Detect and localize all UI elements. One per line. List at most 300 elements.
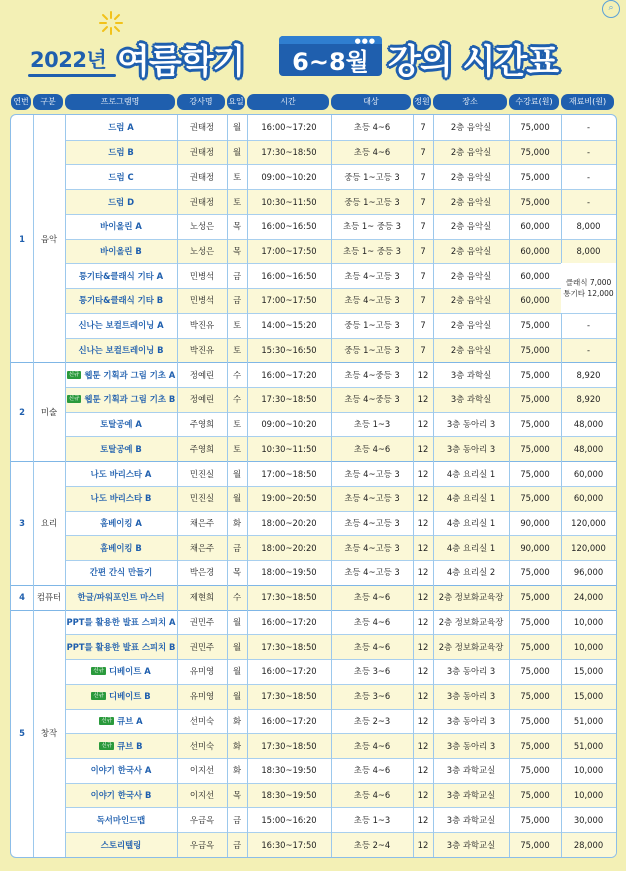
day-cell: 토 xyxy=(232,419,242,430)
teacher-cell: 권태정 xyxy=(189,196,215,207)
new-badge: 신규 xyxy=(93,668,104,675)
mat-cell: 48,000 xyxy=(573,419,604,430)
place-cell: 3층 동아리 3 xyxy=(446,666,496,677)
teacher-cell: 선미숙 xyxy=(189,715,215,726)
time-cell: 16:30~17:50 xyxy=(261,839,317,850)
time-cell: 17:00~17:50 xyxy=(261,295,317,306)
title-sub: 강의 시간표 xyxy=(388,42,559,82)
teacher-cell: 주영희 xyxy=(189,419,215,430)
teacher-cell: 우금옥 xyxy=(189,814,215,825)
teacher-cell: 권태정 xyxy=(189,122,215,133)
new-badge: 신규 xyxy=(68,371,80,378)
program-cell: PPT를 활용한 발표 스피치 B xyxy=(66,641,176,652)
place-cell: 3층 과학교실 xyxy=(446,814,496,825)
title-months: 6~8월 xyxy=(292,48,369,76)
program-cell: 스토리텔링 xyxy=(100,839,142,850)
place-cell: 3층 과학교실 xyxy=(446,790,496,801)
teacher-cell: 박진유 xyxy=(189,320,215,331)
fee-cell: 75,000 xyxy=(520,740,550,751)
new-badge: 신규 xyxy=(101,742,113,749)
program-cell xyxy=(65,387,177,412)
program-cell xyxy=(65,362,177,387)
place-cell: 2층 정보화교육장 xyxy=(438,641,504,652)
group-category: 컴퓨터 xyxy=(36,592,62,603)
time-cell: 18:00~20:20 xyxy=(261,542,317,553)
header-cell: 수강료(원) xyxy=(509,94,559,110)
time-cell: 17:00~17:50 xyxy=(261,246,317,256)
window-dots-icon: ●●● xyxy=(354,37,376,45)
group-number: 5 xyxy=(19,728,25,739)
group-number: 3 xyxy=(19,518,25,529)
place-cell: 2층 정보화교육장 xyxy=(438,616,504,627)
fee-cell: 75,000 xyxy=(520,641,550,652)
fee-cell: 60,000 xyxy=(520,295,550,306)
target-cell: 초등 1~3 xyxy=(353,419,391,430)
program-cell: 이야기 한국사 B xyxy=(90,790,152,801)
teacher-cell: 제현희 xyxy=(189,592,215,603)
time-cell: 19:00~20:50 xyxy=(261,493,317,504)
program-cell: 신나는 보컬트레이닝 A xyxy=(78,320,164,331)
fee-cell: 75,000 xyxy=(520,443,550,454)
program-name: 큐브 A xyxy=(117,715,143,726)
cap-cell: 7 xyxy=(420,246,426,256)
new-badge: 신규 xyxy=(93,693,104,700)
header-cell: 구분 xyxy=(33,94,63,110)
target-cell: 초등 4~고등 3 xyxy=(344,468,400,479)
day-cell: 토 xyxy=(232,344,242,355)
program-cell: 드럼 C xyxy=(108,171,134,182)
fee-cell: 75,000 xyxy=(520,344,550,355)
teacher-cell: 이지선 xyxy=(189,765,215,776)
target-cell: 초등 4~6 xyxy=(353,790,391,801)
place-cell: 2층 음악실 xyxy=(450,344,492,355)
fee-cell: 75,000 xyxy=(520,592,550,603)
cap-cell: 7 xyxy=(420,320,426,331)
fee-cell: 75,000 xyxy=(520,765,550,776)
place-cell: 4층 요리실 1 xyxy=(446,518,496,529)
day-cell: 월 xyxy=(232,122,242,133)
program-name: 큐브 B xyxy=(117,740,143,751)
time-cell: 16:00~17:20 xyxy=(261,666,317,677)
day-cell: 목 xyxy=(232,246,242,256)
cap-cell: 12 xyxy=(417,493,429,504)
time-cell: 10:30~11:50 xyxy=(261,196,317,207)
day-cell: 월 xyxy=(232,147,242,158)
mat-cell: - xyxy=(586,122,591,133)
group-number: 2 xyxy=(19,406,25,417)
teacher-cell: 정예린 xyxy=(189,369,215,380)
teacher-cell: 권민주 xyxy=(189,616,215,627)
time-cell: 16:00~17:20 xyxy=(261,369,317,380)
mat-cell: - xyxy=(586,320,591,331)
teacher-cell: 유미영 xyxy=(189,666,215,677)
day-cell: 월 xyxy=(232,493,242,504)
target-cell: 초등 4~6 xyxy=(353,641,391,652)
time-cell: 10:30~11:50 xyxy=(261,443,317,454)
target-cell: 초등 1~ 중등 3 xyxy=(342,221,402,232)
day-cell: 화 xyxy=(232,715,242,726)
target-cell: 중등 1~고등 3 xyxy=(344,320,400,331)
place-cell: 2층 음악실 xyxy=(450,246,492,256)
day-cell: 금 xyxy=(232,295,242,306)
fee-cell: 60,000 xyxy=(520,246,550,256)
teacher-cell: 권태정 xyxy=(189,171,215,182)
mat-cell: 24,000 xyxy=(573,592,604,603)
cap-cell: 7 xyxy=(420,122,426,133)
program-name: 디베이트 B xyxy=(108,691,151,702)
new-badge: 신규 xyxy=(68,396,80,403)
cap-cell: 12 xyxy=(417,715,429,726)
program-cell: 드럼 D xyxy=(107,196,135,207)
place-cell: 2층 음악실 xyxy=(450,270,492,281)
teacher-cell: 이지선 xyxy=(189,790,215,801)
place-cell: 3층 과학교실 xyxy=(446,839,496,850)
target-cell: 초등 3~6 xyxy=(353,666,391,677)
material-note-line: 통기타 12,000 xyxy=(563,289,614,299)
mat-cell: 60,000 xyxy=(573,468,604,479)
mat-cell: - xyxy=(586,147,591,158)
time-cell: 18:30~19:50 xyxy=(261,790,317,801)
mat-cell: 51,000 xyxy=(573,715,604,726)
target-cell: 초등 4~6 xyxy=(353,616,391,627)
target-cell: 초등 4~고등 3 xyxy=(344,493,400,504)
place-cell: 2층 음악실 xyxy=(450,147,492,158)
cap-cell: 12 xyxy=(417,691,429,702)
teacher-cell: 권민주 xyxy=(189,641,215,652)
fee-cell: 75,000 xyxy=(520,419,550,430)
mat-cell: 96,000 xyxy=(573,567,604,578)
target-cell: 초등 4~중등 3 xyxy=(344,369,400,380)
material-note-cell xyxy=(561,263,616,312)
mat-cell: 51,000 xyxy=(573,740,604,751)
cap-cell: 7 xyxy=(420,270,426,281)
teacher-cell: 민진실 xyxy=(189,493,215,504)
day-cell: 금 xyxy=(232,542,242,553)
fee-cell: 90,000 xyxy=(520,518,550,529)
program-cell: 이야기 한국사 A xyxy=(90,765,152,776)
target-cell: 초등 4~6 xyxy=(353,122,391,133)
target-cell: 초등 2~4 xyxy=(353,839,391,850)
cap-cell: 7 xyxy=(420,344,426,355)
place-cell: 4층 요리실 2 xyxy=(446,567,496,578)
program-cell: 바이올린 A xyxy=(100,221,142,232)
place-cell: 4층 요리실 1 xyxy=(446,542,496,553)
teacher-cell: 민병석 xyxy=(189,270,215,281)
time-cell: 09:00~10:20 xyxy=(261,171,317,182)
program-name: 디베이트 A xyxy=(108,666,151,677)
teacher-cell: 노성은 xyxy=(189,246,215,256)
target-cell: 초등 2~3 xyxy=(353,715,391,726)
target-cell: 초등 4~고등 3 xyxy=(344,542,400,553)
place-cell: 3층 과학실 xyxy=(450,394,492,405)
cap-cell: 12 xyxy=(417,839,429,850)
day-cell: 금 xyxy=(232,839,242,850)
place-cell: 4층 요리실 1 xyxy=(446,468,496,479)
time-cell: 17:30~18:50 xyxy=(261,592,317,603)
program-cell: 나도 바리스타 B xyxy=(90,493,152,504)
place-cell: 2층 음악실 xyxy=(450,196,492,207)
program-cell xyxy=(65,709,177,734)
mat-cell: 120,000 xyxy=(571,518,606,529)
teacher-cell: 박진유 xyxy=(189,344,215,355)
program-cell: 나도 바리스타 A xyxy=(90,468,152,479)
program-cell: 간편 간식 만들기 xyxy=(89,567,153,578)
mat-cell: 8,000 xyxy=(576,221,601,232)
header-cell: 정원 xyxy=(413,94,431,110)
program-cell: 통기타&클래식 기타 A xyxy=(78,270,164,281)
day-cell: 화 xyxy=(232,740,242,751)
cap-cell: 12 xyxy=(417,443,429,454)
header-cell: 연번 xyxy=(11,94,31,110)
fee-cell: 75,000 xyxy=(520,839,550,850)
teacher-cell: 채은주 xyxy=(189,518,215,529)
fee-cell: 75,000 xyxy=(520,567,550,578)
target-cell: 초등 3~6 xyxy=(353,691,391,702)
day-cell: 월 xyxy=(232,641,242,652)
group-number: 1 xyxy=(19,233,25,244)
program-cell xyxy=(65,684,177,709)
teacher-cell: 정예린 xyxy=(189,394,215,405)
cap-cell: 12 xyxy=(417,814,429,825)
target-cell: 초등 4~6 xyxy=(353,765,391,776)
time-cell: 17:30~18:50 xyxy=(261,740,317,751)
cap-cell: 7 xyxy=(420,196,426,207)
place-cell: 2층 음악실 xyxy=(450,171,492,182)
fee-cell: 75,000 xyxy=(520,691,550,702)
fee-cell: 75,000 xyxy=(520,715,550,726)
sparkle-icon xyxy=(98,10,124,36)
mat-cell: 28,000 xyxy=(573,839,604,850)
group-category: 미술 xyxy=(40,406,58,417)
cap-cell: 12 xyxy=(417,765,429,776)
header-cell: 장소 xyxy=(433,94,507,110)
mat-cell: - xyxy=(586,171,591,182)
program-name: 웹툰 기획과 그림 기초 A xyxy=(84,369,176,380)
header-cell: 프로그램명 xyxy=(65,94,175,110)
cap-cell: 12 xyxy=(417,592,429,603)
mat-cell: 15,000 xyxy=(573,691,604,702)
teacher-cell: 박은경 xyxy=(189,567,215,578)
target-cell: 초등 4~6 xyxy=(353,592,391,603)
teacher-cell: 민진실 xyxy=(189,468,215,479)
day-cell: 월 xyxy=(232,468,242,479)
fee-cell: 75,000 xyxy=(520,493,550,504)
cap-cell: 7 xyxy=(420,171,426,182)
new-badge: 신규 xyxy=(101,717,113,724)
day-cell: 토 xyxy=(232,196,242,207)
fee-cell: 75,000 xyxy=(520,814,550,825)
place-cell: 2층 음악실 xyxy=(450,221,492,232)
day-cell: 화 xyxy=(232,765,242,776)
header-cell: 시간 xyxy=(247,94,329,110)
day-cell: 토 xyxy=(232,320,242,331)
target-cell: 초등 4~고등 3 xyxy=(344,295,400,306)
teacher-cell: 우금옥 xyxy=(189,839,215,850)
fee-cell: 75,000 xyxy=(520,468,550,479)
fee-cell: 75,000 xyxy=(520,394,550,405)
cap-cell: 12 xyxy=(417,542,429,553)
group-category: 요리 xyxy=(40,518,58,529)
time-cell: 18:00~19:50 xyxy=(261,567,317,578)
time-cell: 16:00~17:20 xyxy=(261,616,317,627)
time-cell: 18:00~20:20 xyxy=(261,518,317,529)
mat-cell: 30,000 xyxy=(573,814,604,825)
program-cell: 독서마인드맵 xyxy=(96,814,146,825)
day-cell: 수 xyxy=(232,369,242,380)
teacher-cell: 민병석 xyxy=(189,295,215,306)
cap-cell: 12 xyxy=(417,567,429,578)
day-cell: 토 xyxy=(232,171,242,182)
fee-cell: 90,000 xyxy=(520,542,550,553)
target-cell: 초등 4~6 xyxy=(353,740,391,751)
mat-cell: - xyxy=(586,196,591,207)
header-cell: 대상 xyxy=(331,94,411,110)
program-name: 웹툰 기획과 그림 기초 B xyxy=(84,394,176,405)
day-cell: 금 xyxy=(232,814,242,825)
day-cell: 월 xyxy=(232,691,242,702)
program-cell xyxy=(65,659,177,684)
mat-cell: 48,000 xyxy=(573,443,604,454)
fee-cell: 75,000 xyxy=(520,196,550,207)
time-cell: 17:00~18:50 xyxy=(261,468,317,479)
cap-cell: 7 xyxy=(420,295,426,306)
group-category: 음악 xyxy=(40,233,58,244)
time-cell: 16:00~16:50 xyxy=(261,270,317,281)
time-cell: 09:00~10:20 xyxy=(261,419,317,430)
cap-cell: 12 xyxy=(417,740,429,751)
place-cell: 3층 동아리 3 xyxy=(446,443,496,454)
target-cell: 초등 4~고등 3 xyxy=(344,567,400,578)
place-cell: 3층 동아리 3 xyxy=(446,715,496,726)
mat-cell: 10,000 xyxy=(573,765,604,776)
cap-cell: 12 xyxy=(417,468,429,479)
material-note-line: 클래식 7,000 xyxy=(565,278,612,288)
time-cell: 16:00~17:20 xyxy=(261,122,317,133)
mat-cell: 10,000 xyxy=(573,790,604,801)
cap-cell: 12 xyxy=(417,790,429,801)
day-cell: 금 xyxy=(232,270,242,281)
lens-icon[interactable]: ⌕ xyxy=(602,0,620,18)
place-cell: 3층 동아리 3 xyxy=(446,419,496,430)
header-cell: 강사명 xyxy=(177,94,225,110)
target-cell: 중등 1~고등 3 xyxy=(344,171,400,182)
place-cell: 4층 요리실 1 xyxy=(446,493,496,504)
title-main: 여름학기 xyxy=(117,42,245,82)
mat-cell: 10,000 xyxy=(573,641,604,652)
target-cell: 초등 4~6 xyxy=(353,443,391,454)
fee-cell: 75,000 xyxy=(520,122,550,133)
cap-cell: 12 xyxy=(417,616,429,627)
title-months-box xyxy=(279,36,382,76)
target-cell: 초등 1~3 xyxy=(353,814,391,825)
day-cell: 토 xyxy=(232,443,242,454)
time-cell: 14:00~15:20 xyxy=(261,320,317,331)
teacher-cell: 채은주 xyxy=(189,542,215,553)
cap-cell: 12 xyxy=(417,641,429,652)
time-cell: 18:30~19:50 xyxy=(261,765,317,776)
fee-cell: 75,000 xyxy=(520,616,550,627)
day-cell: 목 xyxy=(232,790,242,801)
header-cell: 재료비(원) xyxy=(561,94,614,110)
cap-cell: 12 xyxy=(417,394,429,405)
program-cell: 드럼 B xyxy=(108,147,134,158)
program-cell: 홈베이킹 B xyxy=(100,542,142,553)
group-category: 창작 xyxy=(40,728,58,739)
day-cell: 수 xyxy=(232,394,242,405)
day-cell: 월 xyxy=(232,666,242,677)
time-cell: 17:30~18:50 xyxy=(261,147,317,158)
target-cell: 중등 1~고등 3 xyxy=(344,196,400,207)
group-number: 4 xyxy=(19,592,25,603)
time-cell: 16:00~17:20 xyxy=(261,715,317,726)
mat-cell: 8,920 xyxy=(576,394,601,405)
program-cell: 통기타&클래식 기타 B xyxy=(78,295,164,306)
teacher-cell: 권태정 xyxy=(189,147,215,158)
fee-cell: 75,000 xyxy=(520,790,550,801)
mat-cell: 120,000 xyxy=(571,542,606,553)
time-cell: 17:30~18:50 xyxy=(261,394,317,405)
day-cell: 목 xyxy=(232,221,242,232)
place-cell: 3층 동아리 3 xyxy=(446,691,496,702)
teacher-cell: 주영희 xyxy=(189,443,215,454)
cap-cell: 12 xyxy=(417,518,429,529)
title-underline xyxy=(28,74,116,77)
fee-cell: 75,000 xyxy=(520,320,550,331)
target-cell: 초등 4~중등 3 xyxy=(344,394,400,405)
target-cell: 초등 4~고등 3 xyxy=(344,518,400,529)
day-cell: 월 xyxy=(232,616,242,627)
mat-cell: 15,000 xyxy=(573,666,604,677)
target-cell: 초등 4~고등 3 xyxy=(344,270,400,281)
header-cell: 요일 xyxy=(227,94,245,110)
program-cell: 한글/파워포인트 마스터 xyxy=(77,592,165,603)
target-cell: 중등 1~고등 3 xyxy=(344,344,400,355)
schedule-table xyxy=(10,114,617,858)
mat-cell: 60,000 xyxy=(573,493,604,504)
time-cell: 16:00~16:50 xyxy=(261,221,317,232)
place-cell: 2층 정보화교육장 xyxy=(438,592,504,603)
time-cell: 17:30~18:50 xyxy=(261,691,317,702)
page-title xyxy=(0,34,626,82)
cap-cell: 12 xyxy=(417,369,429,380)
program-cell: 바이올린 B xyxy=(100,246,142,256)
fee-cell: 60,000 xyxy=(520,270,550,281)
mat-cell: 8,920 xyxy=(576,369,601,380)
place-cell: 2층 음악실 xyxy=(450,320,492,331)
program-cell: 홈베이킹 A xyxy=(100,518,142,529)
day-cell: 수 xyxy=(232,592,242,603)
place-cell: 2층 음악실 xyxy=(450,122,492,133)
cap-cell: 12 xyxy=(417,419,429,430)
target-cell: 초등 1~ 중등 3 xyxy=(342,246,402,256)
teacher-cell: 선미숙 xyxy=(189,740,215,751)
program-cell: 토탈공예 B xyxy=(100,443,142,454)
fee-cell: 75,000 xyxy=(520,171,550,182)
place-cell: 3층 과학실 xyxy=(450,369,492,380)
program-cell: 토탈공예 A xyxy=(100,419,142,430)
time-cell: 15:00~16:20 xyxy=(261,814,317,825)
place-cell: 3층 동아리 3 xyxy=(446,740,496,751)
fee-cell: 75,000 xyxy=(520,369,550,380)
program-cell: 신나는 보컬트레이닝 B xyxy=(78,344,164,355)
teacher-cell: 노성은 xyxy=(189,221,215,232)
cap-cell: 12 xyxy=(417,666,429,677)
fee-cell: 75,000 xyxy=(520,666,550,677)
program-cell: 드럼 A xyxy=(108,122,134,133)
day-cell: 화 xyxy=(232,518,242,529)
fee-cell: 60,000 xyxy=(520,221,550,232)
time-cell: 15:30~16:50 xyxy=(261,344,317,355)
